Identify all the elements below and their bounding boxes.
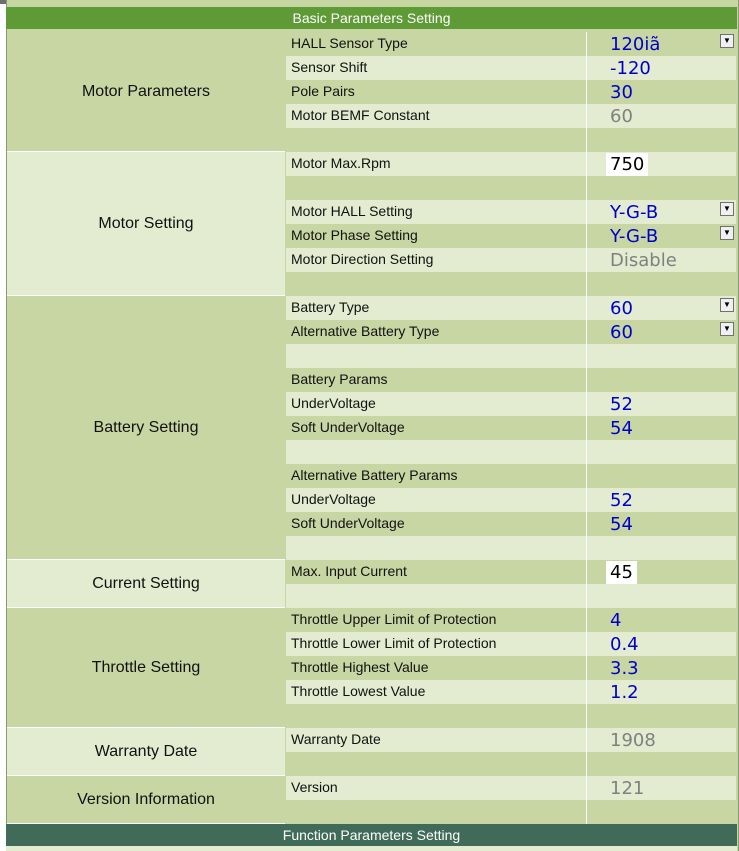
param-row [286,392,736,416]
column-divider [586,488,587,512]
param-row [286,608,736,632]
function-parameters-header: Function Parameters Setting [6,824,737,846]
section-battery-setting: Battery Setting [7,296,285,560]
param-row [286,512,736,536]
column-divider [586,32,587,56]
param-row [286,560,736,584]
param-label: Max. Input Current [291,563,407,579]
dropdown-arrow-icon[interactable]: ▼ [720,322,734,336]
param-select-value[interactable]: 60 [610,298,633,319]
column-divider [586,272,587,296]
param-label: Battery Type [291,299,370,315]
param-label: Soft UnderVoltage [291,419,405,435]
param-value-field[interactable]: 0.4 [610,634,639,655]
column-divider [586,656,587,680]
section-motor-parameters: Motor Parameters [7,32,285,152]
param-row [286,248,736,272]
section-throttle-setting: Throttle Setting [7,608,285,728]
param-row [286,656,736,680]
param-row [286,440,736,464]
column-divider [586,248,587,272]
column-divider [586,320,587,344]
column-divider [586,296,587,320]
column-divider [586,728,587,752]
param-select-value[interactable]: Y-G-B [610,202,659,223]
param-row [286,632,736,656]
column-divider [586,776,587,800]
param-label: Alternative Battery Params [291,467,458,483]
param-label: HALL Sensor Type [291,35,408,51]
param-row [286,416,736,440]
column-divider [586,512,587,536]
param-row [286,776,736,800]
param-row [286,200,736,224]
param-select-value[interactable]: Y-G-B [610,226,659,247]
column-divider [586,440,587,464]
param-row [286,152,736,176]
param-row [286,272,736,296]
column-divider [586,224,587,248]
column-divider [586,536,587,560]
column-divider [586,344,587,368]
param-label: Version [291,779,338,795]
param-value-field[interactable]: 54 [610,514,633,535]
column-divider [586,80,587,104]
param-label: Sensor Shift [291,59,368,75]
param-value-field[interactable]: 52 [610,490,633,511]
param-row [286,176,736,200]
next-table-strip [6,846,737,851]
param-row [286,320,736,344]
dropdown-arrow-icon[interactable]: ▼ [720,226,734,240]
column-divider [586,368,587,392]
param-row [286,752,736,776]
dropdown-arrow-icon[interactable]: ▼ [720,34,734,48]
param-label: UnderVoltage [291,395,376,411]
column-divider [586,680,587,704]
column-divider [586,152,587,176]
column-divider [586,128,587,152]
param-row [286,704,736,728]
param-row [286,128,736,152]
param-label: Motor Phase Setting [291,227,418,243]
column-divider [586,584,587,608]
param-value-field: 121 [610,778,645,799]
param-row [286,56,736,80]
param-row [286,32,736,56]
param-value-field[interactable]: -120 [610,58,651,79]
param-label: Motor Direction Setting [291,251,434,267]
param-select-value[interactable]: 120iã [610,34,661,55]
param-value-field[interactable]: 52 [610,394,633,415]
param-row [286,80,736,104]
param-label: Warranty Date [291,731,381,747]
param-row [286,680,736,704]
section-current-setting: Current Setting [7,560,285,608]
param-value-field[interactable]: 4 [610,610,622,631]
section-warranty-date: Warranty Date [7,728,285,776]
param-row [286,368,736,392]
param-value-field[interactable]: 54 [610,418,633,439]
column-divider [586,608,587,632]
section-motor-setting: Motor Setting [7,152,285,296]
column-divider [586,104,587,128]
param-row [286,488,736,512]
param-row [286,584,736,608]
param-value-field[interactable]: 3.3 [610,658,639,679]
section-version-information: Version Information [7,776,285,824]
param-label: Motor Max.Rpm [291,155,391,171]
column-divider [586,752,587,776]
column-divider [586,392,587,416]
column-divider [586,416,587,440]
param-label: Alternative Battery Type [291,323,440,339]
param-value-field: 60 [610,106,633,127]
column-divider [586,56,587,80]
column-divider [586,200,587,224]
param-row [286,296,736,320]
column-divider [586,632,587,656]
param-row [286,104,736,128]
param-label: UnderVoltage [291,491,376,507]
param-value-field[interactable]: 750 [606,153,648,177]
param-label: Throttle Upper Limit of Protection [291,611,497,627]
param-label: Soft UnderVoltage [291,515,405,531]
param-label: Throttle Lower Limit of Protection [291,635,497,651]
param-row [286,800,736,824]
param-row [286,464,736,488]
param-row [286,344,736,368]
param-label: Motor HALL Setting [291,203,413,219]
param-label: Throttle Lowest Value [291,683,426,699]
dropdown-arrow-icon[interactable]: ▼ [720,202,734,216]
param-label: Throttle Highest Value [291,659,429,675]
param-value-field[interactable]: 45 [606,561,637,585]
param-label: Pole Pairs [291,83,355,99]
param-label: Motor BEMF Constant [291,107,430,123]
param-value-field: Disable [610,250,677,271]
column-divider [586,704,587,728]
basic-parameters-header: Basic Parameters Setting [6,7,737,29]
param-label: Battery Params [291,371,388,387]
param-value-field: 1908 [610,730,656,751]
param-value-field[interactable]: 30 [610,82,633,103]
param-row [286,224,736,248]
column-divider [586,560,587,584]
dropdown-arrow-icon[interactable]: ▼ [720,298,734,312]
column-divider [586,464,587,488]
param-select-value[interactable]: 60 [610,322,633,343]
param-row [286,536,736,560]
param-value-field[interactable]: 1.2 [610,682,639,703]
param-row [286,728,736,752]
column-divider [586,176,587,200]
column-divider [586,800,587,824]
